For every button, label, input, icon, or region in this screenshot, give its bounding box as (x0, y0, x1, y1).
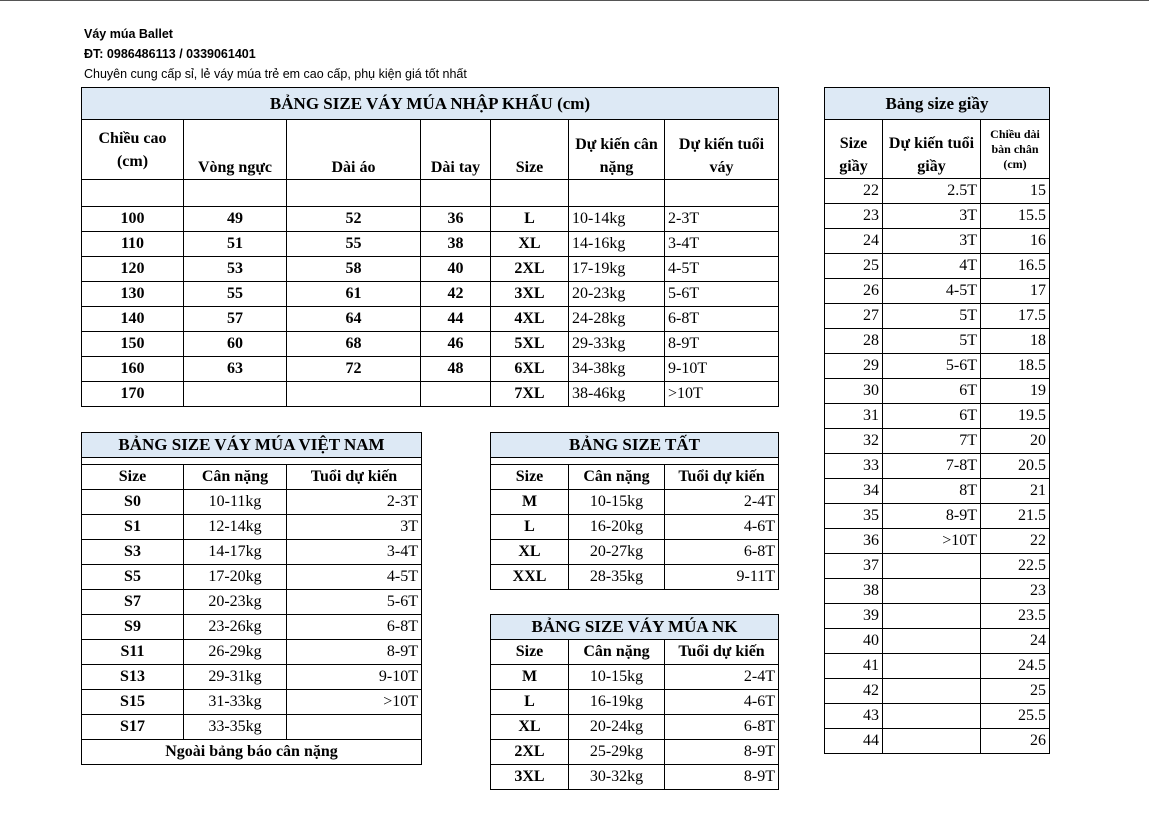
table-row (82, 357, 779, 382)
cell-foot-length: 22.5 (981, 554, 1050, 579)
cell-weight: 16-20kg (569, 515, 665, 540)
cell-weight: 10-14kg (569, 207, 665, 232)
cell-sleeve: 38 (421, 232, 491, 257)
cell-height: 130 (82, 282, 184, 307)
cell-foot-length: 20.5 (981, 454, 1050, 479)
cell-size: S7 (82, 590, 184, 615)
cell-shoe-size: 42 (825, 679, 883, 704)
cell-age: 4-5T (883, 279, 981, 304)
cell-sleeve: 40 (421, 257, 491, 282)
cell-chest: 53 (184, 257, 287, 282)
table-row (825, 329, 1050, 354)
cell-chest (184, 180, 287, 207)
cell-weight: 25-29kg (569, 740, 665, 765)
cell-age: 9-10T (287, 665, 422, 690)
table-row (82, 332, 779, 357)
table-row (82, 715, 422, 740)
cell-weight: 12-14kg (184, 515, 287, 540)
table-row (82, 515, 422, 540)
spacer (491, 458, 779, 465)
cell-age (883, 704, 981, 729)
cell-age (287, 715, 422, 740)
nk-header-size: Size (491, 640, 569, 665)
nk-header-age: Tuổi dự kiến (665, 640, 779, 665)
table-row (825, 704, 1050, 729)
vn-table-footer: Ngoài bảng báo cân nặng (82, 740, 422, 765)
cell-length: 55 (287, 232, 421, 257)
table-row (491, 765, 779, 790)
cell-size: S9 (82, 615, 184, 640)
cell-weight: 10-11kg (184, 490, 287, 515)
cell-weight: 26-29kg (184, 640, 287, 665)
table-row (825, 554, 1050, 579)
table-row (825, 579, 1050, 604)
table-row (82, 180, 779, 207)
cell-foot-length: 26 (981, 729, 1050, 754)
header-sleeve: Dài tay (421, 120, 491, 180)
cell-length: 61 (287, 282, 421, 307)
cell-shoe-size: 44 (825, 729, 883, 754)
cell-size: 4XL (491, 307, 569, 332)
cell-age: 6T (883, 404, 981, 429)
vn-header-age: Tuổi dự kiến (287, 465, 422, 490)
header-size: Size (491, 120, 569, 180)
cell-age: 3T (287, 515, 422, 540)
cell-shoe-size: 43 (825, 704, 883, 729)
cell-age: 3-4T (665, 232, 779, 257)
cell-age: 5T (883, 304, 981, 329)
cell-size: S0 (82, 490, 184, 515)
cell-length: 68 (287, 332, 421, 357)
socks-size-table (490, 432, 779, 590)
table-row (825, 304, 1050, 329)
cell-length: 58 (287, 257, 421, 282)
table-row (825, 204, 1050, 229)
cell-age: 6-8T (287, 615, 422, 640)
cell-shoe-size: 39 (825, 604, 883, 629)
table-row (82, 665, 422, 690)
table-row (82, 490, 422, 515)
cell-size: 6XL (491, 357, 569, 382)
cell-weight: 38-46kg (569, 382, 665, 407)
cell-age: 8-9T (665, 765, 779, 790)
header-height: Chiều cao (cm) (82, 120, 184, 180)
cell-size: M (491, 490, 569, 515)
cell-age: 5-6T (287, 590, 422, 615)
nk-table-title: BẢNG SIZE VÁY MÚA NK (491, 615, 779, 640)
cell-weight: 31-33kg (184, 690, 287, 715)
cell-shoe-size: 25 (825, 254, 883, 279)
cell-length: 64 (287, 307, 421, 332)
cell-sleeve: 48 (421, 357, 491, 382)
cell-foot-length: 23 (981, 579, 1050, 604)
cell-size: 2XL (491, 740, 569, 765)
cell-shoe-size: 31 (825, 404, 883, 429)
table-row (82, 540, 422, 565)
cell-chest: 57 (184, 307, 287, 332)
socks-table-title: BẢNG SIZE TẤT (491, 433, 779, 458)
cell-shoe-size: 37 (825, 554, 883, 579)
table-row (825, 179, 1050, 204)
header-chest: Vòng ngực (184, 120, 287, 180)
cell-chest (184, 382, 287, 407)
cell-shoe-size: 32 (825, 429, 883, 454)
cell-weight: 16-19kg (569, 690, 665, 715)
shoe-header-size: Size giầy (825, 120, 883, 179)
import-size-table (81, 87, 779, 407)
cell-weight: 30-32kg (569, 765, 665, 790)
cell-size: L (491, 690, 569, 715)
table-row (825, 479, 1050, 504)
table-row (825, 354, 1050, 379)
cell-size: S3 (82, 540, 184, 565)
cell-foot-length: 21.5 (981, 504, 1050, 529)
cell-foot-length: 23.5 (981, 604, 1050, 629)
cell-size: S11 (82, 640, 184, 665)
cell-age: 4T (883, 254, 981, 279)
cell-age: >10T (665, 382, 779, 407)
table-row (491, 540, 779, 565)
cell-shoe-size: 36 (825, 529, 883, 554)
cell-age: 3T (883, 229, 981, 254)
cell-age: 4-5T (665, 257, 779, 282)
cell-size: XL (491, 715, 569, 740)
cell-weight: 24-28kg (569, 307, 665, 332)
cell-weight: 20-23kg (184, 590, 287, 615)
cell-weight: 10-15kg (569, 490, 665, 515)
cell-age: 8-9T (883, 504, 981, 529)
cell-age (883, 604, 981, 629)
vn-table-title: BẢNG SIZE VÁY MÚA VIỆT NAM (82, 433, 422, 458)
table-row (491, 490, 779, 515)
table-row (825, 529, 1050, 554)
cell-age (883, 579, 981, 604)
cell-sleeve: 36 (421, 207, 491, 232)
cell-weight: 14-17kg (184, 540, 287, 565)
cell-age: 2-3T (287, 490, 422, 515)
cell-size (491, 180, 569, 207)
cell-foot-length: 16.5 (981, 254, 1050, 279)
table-row (82, 232, 779, 257)
cell-age: 9-11T (665, 565, 779, 590)
table-row (825, 604, 1050, 629)
tagline: Chuyên cung cấp sỉ, lẻ váy múa trẻ em cao cấp, phụ kiện giá tốt nhất (84, 67, 467, 81)
table-row (825, 254, 1050, 279)
table-row (82, 690, 422, 715)
nk-size-table (490, 614, 779, 790)
cell-age: 6T (883, 379, 981, 404)
cell-age (883, 629, 981, 654)
table-row (82, 640, 422, 665)
cell-sleeve (421, 180, 491, 207)
vn-size-table (81, 432, 422, 765)
cell-age: 4-6T (665, 515, 779, 540)
cell-foot-length: 20 (981, 429, 1050, 454)
cell-foot-length: 25.5 (981, 704, 1050, 729)
cell-height: 170 (82, 382, 184, 407)
cell-size: S5 (82, 565, 184, 590)
cell-shoe-size: 35 (825, 504, 883, 529)
cell-age: 4-6T (665, 690, 779, 715)
cell-chest: 51 (184, 232, 287, 257)
import-table-title: BẢNG SIZE VÁY MÚA NHẬP KHẨU (cm) (82, 88, 779, 120)
table-row (82, 257, 779, 282)
header-length: Dài áo (287, 120, 421, 180)
cell-chest: 49 (184, 207, 287, 232)
cell-age (883, 729, 981, 754)
cell-shoe-size: 24 (825, 229, 883, 254)
cell-size: 3XL (491, 765, 569, 790)
cell-shoe-size: 34 (825, 479, 883, 504)
cell-sleeve: 46 (421, 332, 491, 357)
cell-size: M (491, 665, 569, 690)
cell-foot-length: 21 (981, 479, 1050, 504)
cell-age: 8T (883, 479, 981, 504)
cell-shoe-size: 23 (825, 204, 883, 229)
table-row (825, 379, 1050, 404)
cell-shoe-size: 27 (825, 304, 883, 329)
cell-shoe-size: 40 (825, 629, 883, 654)
table-row (491, 690, 779, 715)
spacer (82, 458, 422, 465)
shoe-table-title: Bảng size giầy (825, 88, 1050, 120)
cell-foot-length: 25 (981, 679, 1050, 704)
cell-weight: 23-26kg (184, 615, 287, 640)
table-row (825, 279, 1050, 304)
cell-age: 6-8T (665, 540, 779, 565)
shoe-size-table (824, 87, 1050, 754)
cell-weight: 20-27kg (569, 540, 665, 565)
cell-shoe-size: 22 (825, 179, 883, 204)
cell-size: S15 (82, 690, 184, 715)
cell-length: 52 (287, 207, 421, 232)
cell-shoe-size: 30 (825, 379, 883, 404)
table-row (825, 629, 1050, 654)
cell-length: 72 (287, 357, 421, 382)
cell-height: 110 (82, 232, 184, 257)
shoe-header-age: Dự kiến tuổi giầy (883, 120, 981, 179)
cell-size: 7XL (491, 382, 569, 407)
cell-age: 6-8T (665, 715, 779, 740)
cell-shoe-size: 38 (825, 579, 883, 604)
cell-age (665, 180, 779, 207)
cell-age: 8-9T (287, 640, 422, 665)
table-row (82, 307, 779, 332)
cell-foot-length: 15 (981, 179, 1050, 204)
table-row (491, 515, 779, 540)
cell-size: XL (491, 232, 569, 257)
table-row (491, 565, 779, 590)
cell-weight: 28-35kg (569, 565, 665, 590)
vn-header-size: Size (82, 465, 184, 490)
cell-weight: 29-31kg (184, 665, 287, 690)
cell-foot-length: 19.5 (981, 404, 1050, 429)
table-row (825, 229, 1050, 254)
cell-weight: 17-19kg (569, 257, 665, 282)
cell-age: 2.5T (883, 179, 981, 204)
table-row (825, 679, 1050, 704)
table-row (825, 454, 1050, 479)
vn-header-weight: Cân nặng (184, 465, 287, 490)
cell-age: 3T (883, 204, 981, 229)
cell-shoe-size: 26 (825, 279, 883, 304)
table-row (491, 740, 779, 765)
table-row (825, 654, 1050, 679)
cell-age: 7-8T (883, 454, 981, 479)
cell-chest: 63 (184, 357, 287, 382)
cell-shoe-size: 29 (825, 354, 883, 379)
cell-age: 5-6T (883, 354, 981, 379)
cell-height: 160 (82, 357, 184, 382)
cell-foot-length: 22 (981, 529, 1050, 554)
cell-shoe-size: 41 (825, 654, 883, 679)
cell-size: XXL (491, 565, 569, 590)
cell-sleeve: 42 (421, 282, 491, 307)
cell-weight: 17-20kg (184, 565, 287, 590)
table-row (825, 404, 1050, 429)
cell-size: 2XL (491, 257, 569, 282)
cell-age (883, 554, 981, 579)
cell-chest: 55 (184, 282, 287, 307)
cell-foot-length: 16 (981, 229, 1050, 254)
cell-size: XL (491, 540, 569, 565)
table-row (82, 282, 779, 307)
cell-length (287, 382, 421, 407)
cell-height (82, 180, 184, 207)
cell-weight: 20-23kg (569, 282, 665, 307)
cell-age: 8-9T (665, 332, 779, 357)
table-row (82, 590, 422, 615)
cell-height: 100 (82, 207, 184, 232)
cell-height: 150 (82, 332, 184, 357)
cell-age: 6-8T (665, 307, 779, 332)
cell-age: 3-4T (287, 540, 422, 565)
nk-header-weight: Cân nặng (569, 640, 665, 665)
cell-size: S1 (82, 515, 184, 540)
cell-size: L (491, 515, 569, 540)
cell-age: >10T (287, 690, 422, 715)
cell-size: S13 (82, 665, 184, 690)
cell-age: 9-10T (665, 357, 779, 382)
table-row (825, 429, 1050, 454)
cell-foot-length: 17 (981, 279, 1050, 304)
cell-foot-length: 15.5 (981, 204, 1050, 229)
cell-weight: 34-38kg (569, 357, 665, 382)
table-row (491, 665, 779, 690)
cell-length (287, 180, 421, 207)
socks-header-size: Size (491, 465, 569, 490)
cell-foot-length: 18.5 (981, 354, 1050, 379)
cell-age: 4-5T (287, 565, 422, 590)
socks-header-weight: Cân nặng (569, 465, 665, 490)
table-row (825, 504, 1050, 529)
cell-age: 5T (883, 329, 981, 354)
table-row (82, 207, 779, 232)
cell-weight: 29-33kg (569, 332, 665, 357)
socks-header-age: Tuổi dự kiến (665, 465, 779, 490)
table-row (82, 382, 779, 407)
cell-sleeve (421, 382, 491, 407)
cell-age: >10T (883, 529, 981, 554)
phone-number: ĐT: 0986486113 / 0339061401 (84, 47, 256, 61)
cell-shoe-size: 28 (825, 329, 883, 354)
cell-weight: 20-24kg (569, 715, 665, 740)
table-row (82, 615, 422, 640)
cell-height: 140 (82, 307, 184, 332)
cell-foot-length: 19 (981, 379, 1050, 404)
cell-weight: 14-16kg (569, 232, 665, 257)
cell-age: 2-3T (665, 207, 779, 232)
cell-age (883, 679, 981, 704)
cell-age: 2-4T (665, 490, 779, 515)
shop-name: Váy múa Ballet (84, 27, 173, 41)
cell-age: 5-6T (665, 282, 779, 307)
cell-size: L (491, 207, 569, 232)
cell-foot-length: 24.5 (981, 654, 1050, 679)
cell-age: 8-9T (665, 740, 779, 765)
table-row (825, 729, 1050, 754)
cell-chest: 60 (184, 332, 287, 357)
page-header (84, 24, 467, 84)
cell-foot-length: 18 (981, 329, 1050, 354)
shoe-header-foot-length: Chiều dài bàn chân (cm) (981, 120, 1050, 179)
cell-size: 5XL (491, 332, 569, 357)
cell-age: 7T (883, 429, 981, 454)
cell-shoe-size: 33 (825, 454, 883, 479)
cell-age (883, 654, 981, 679)
header-weight: Dự kiến cân nặng (569, 120, 665, 180)
cell-size: S17 (82, 715, 184, 740)
cell-size: 3XL (491, 282, 569, 307)
cell-age: 2-4T (665, 665, 779, 690)
cell-foot-length: 24 (981, 629, 1050, 654)
cell-sleeve: 44 (421, 307, 491, 332)
cell-height: 120 (82, 257, 184, 282)
cell-weight: 10-15kg (569, 665, 665, 690)
header-age: Dự kiến tuổi váy (665, 120, 779, 180)
cell-weight: 33-35kg (184, 715, 287, 740)
table-row (82, 565, 422, 590)
cell-weight (569, 180, 665, 207)
cell-foot-length: 17.5 (981, 304, 1050, 329)
top-border-line (0, 0, 1149, 1)
table-row (491, 715, 779, 740)
